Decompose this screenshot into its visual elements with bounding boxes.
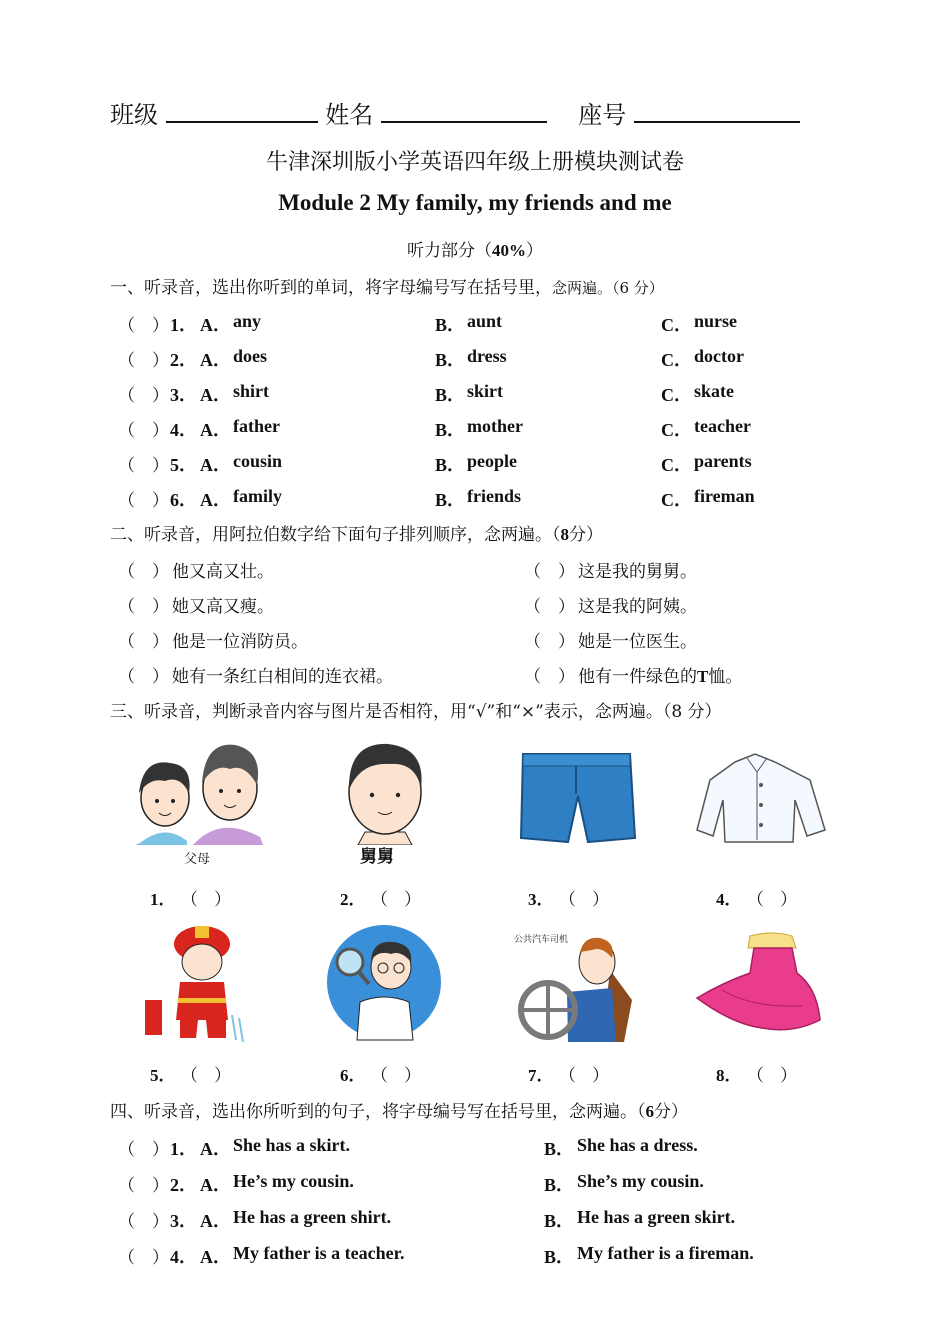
order-bracket[interactable]: （: [524, 667, 541, 687]
sentence-right: [578, 592, 697, 617]
order-bracket-close: ）: [152, 562, 169, 582]
sentence-left: 她有一条红白相间的连衣裙。: [172, 667, 393, 687]
listening-label: 听力部分（40%）: [407, 241, 543, 261]
option-b-letter: B．: [435, 455, 466, 475]
option-c-letter: C．: [661, 315, 692, 335]
sentence-b: My father is a fireman.: [577, 1243, 754, 1263]
caption-3: 3． （ ）: [528, 890, 610, 910]
sentence-left: 他是一位消防员。: [172, 632, 308, 652]
answer-bracket[interactable]: （: [118, 421, 135, 441]
answer-bracket[interactable]: （: [118, 351, 135, 371]
order-bracket[interactable]: （: [524, 562, 541, 582]
sentence-right: [578, 627, 697, 652]
item-number: 2．: [170, 350, 197, 370]
answer-bracket-close: ）: [152, 491, 169, 511]
option-a-letter: A．: [200, 490, 231, 510]
name-label: 姓名: [325, 101, 374, 129]
answer-bracket[interactable]: （: [118, 491, 135, 511]
order-bracket-close: ）: [152, 632, 169, 652]
shirt-picture: [695, 750, 830, 845]
seat-label: 座号: [578, 101, 627, 129]
name-blank[interactable]: [381, 99, 547, 123]
sentence-b: She’s my cousin.: [577, 1171, 704, 1191]
fireman-picture: [140, 920, 255, 1045]
caption-4: 4． （ ）: [716, 890, 798, 910]
order-bracket[interactable]: （: [118, 562, 135, 582]
option-b-letter: B．: [435, 490, 466, 510]
item-number: 1．: [170, 1139, 197, 1159]
answer-bracket[interactable]: （: [118, 1212, 135, 1232]
item-number: 6．: [170, 490, 197, 510]
answer-bracket-close: ）: [152, 1248, 169, 1268]
caption-6: 6． （ ）: [340, 1066, 422, 1086]
order-bracket[interactable]: （: [524, 632, 541, 652]
option-b: aunt: [467, 311, 503, 331]
order-bracket-close: ）: [558, 667, 575, 687]
class-label: 班级: [110, 101, 158, 129]
section1-title: 一、听录音，选出你听到的单词，将字母编号写在括号里，念两遍。（6 分）: [110, 278, 664, 298]
bus-driver-label: 公共汽车司机: [514, 935, 569, 945]
class-blank[interactable]: [166, 99, 318, 123]
option-c-letter: C．: [661, 455, 692, 475]
option-c: fireman: [694, 486, 755, 506]
order-bracket[interactable]: （: [118, 667, 135, 687]
answer-bracket[interactable]: （: [118, 316, 135, 336]
order-bracket[interactable]: （: [118, 597, 135, 617]
order-bracket-close: ）: [558, 632, 575, 652]
answer-bracket-close: ）: [152, 1212, 169, 1232]
dress-picture: [692, 928, 832, 1036]
sentence-a: My father is a teacher.: [233, 1243, 405, 1263]
option-c: skate: [694, 381, 734, 401]
answer-bracket[interactable]: （: [118, 1140, 135, 1160]
option-b-letter: B．: [544, 1175, 575, 1195]
sentence-right-text: 这是我的舅舅。: [578, 562, 697, 582]
option-a-letter: A．: [200, 350, 231, 370]
answer-bracket-close: ）: [152, 351, 169, 371]
option-a-letter: A．: [200, 1211, 231, 1231]
option-a: family: [233, 486, 282, 506]
order-bracket[interactable]: （: [524, 597, 541, 617]
item-number: 3．: [170, 385, 197, 405]
option-b: dress: [467, 346, 507, 366]
section2-title: 二、听录音，用阿拉伯数字给下面句子排列顺序，念两遍。（8分）: [110, 525, 603, 545]
uncle-picture: [340, 740, 430, 845]
title-en: Module 2 My family, my friends and me: [278, 190, 672, 215]
header-line: [110, 95, 800, 130]
order-bracket-close: ）: [558, 597, 575, 617]
uncle-label: 舅舅: [360, 847, 394, 867]
sentence-a: She has a skirt.: [233, 1135, 351, 1155]
option-b: mother: [467, 416, 523, 436]
option-c: teacher: [694, 416, 751, 436]
shorts-picture: [518, 748, 638, 846]
option-b-letter: B．: [544, 1139, 575, 1159]
answer-bracket[interactable]: （: [118, 386, 135, 406]
option-b-letter: B．: [435, 350, 466, 370]
option-a-letter: A．: [200, 1139, 231, 1159]
option-a: cousin: [233, 451, 283, 471]
option-c-letter: C．: [661, 350, 692, 370]
order-bracket-close: ）: [152, 597, 169, 617]
option-a-letter: A．: [200, 385, 231, 405]
sentence-right-text: 这是我的阿姨。: [578, 597, 697, 617]
parents-label: 父母: [184, 852, 211, 867]
item-number: 4．: [170, 420, 197, 440]
option-b-letter: B．: [435, 420, 466, 440]
answer-bracket-close: ）: [152, 1176, 169, 1196]
option-a: father: [233, 416, 280, 436]
option-c: nurse: [694, 311, 738, 331]
answer-bracket[interactable]: （: [118, 1248, 135, 1268]
answer-bracket-close: ）: [152, 421, 169, 441]
option-a-letter: A．: [200, 455, 231, 475]
section4-title: 四、听录音，选出你所听到的句子，将字母编号写在括号里，念两遍。（6分）: [110, 1102, 688, 1122]
option-a-letter: A．: [200, 420, 231, 440]
option-c: doctor: [694, 346, 744, 366]
option-b-letter: B．: [435, 315, 466, 335]
order-bracket-close: ）: [558, 562, 575, 582]
option-a-letter: A．: [200, 315, 231, 335]
caption-8: 8． （ ）: [716, 1066, 798, 1086]
option-c-letter: C．: [661, 420, 692, 440]
sentence-left: 他又高又壮。: [172, 562, 274, 582]
caption-1: 1． （ ）: [150, 890, 232, 910]
sentence-b: She has a dress.: [577, 1135, 698, 1155]
answer-bracket-close: ）: [152, 1140, 169, 1160]
sentence-a: He has a green shirt.: [233, 1207, 392, 1227]
answer-bracket-close: ）: [152, 456, 169, 476]
sentence-right: [578, 662, 742, 687]
sentence-right-text: 她是一位医生。: [578, 632, 697, 652]
t-letter: T: [697, 667, 709, 686]
item-number: 5．: [170, 455, 197, 475]
option-c: parents: [694, 451, 752, 471]
item-number: 3．: [170, 1211, 197, 1231]
option-b: friends: [467, 486, 521, 506]
option-c-letter: C．: [661, 490, 692, 510]
sentence-a: He’s my cousin.: [233, 1171, 354, 1191]
order-bracket-close: ）: [152, 667, 169, 687]
option-a: does: [233, 346, 268, 366]
answer-bracket[interactable]: （: [118, 1176, 135, 1196]
caption-2: 2． （ ）: [340, 890, 422, 910]
answer-bracket-close: ）: [152, 316, 169, 336]
option-b-letter: B．: [544, 1211, 575, 1231]
answer-bracket-close: ）: [152, 386, 169, 406]
item-number: 4．: [170, 1247, 197, 1267]
sentence-b: He has a green skirt.: [577, 1207, 736, 1227]
option-a: shirt: [233, 381, 269, 401]
sentence-right-tail: 恤。: [708, 667, 743, 687]
answer-bracket[interactable]: （: [118, 456, 135, 476]
option-b: skirt: [467, 381, 503, 401]
option-c-letter: C．: [661, 385, 692, 405]
title-cn: 牛津深圳版小学英语四年级上册模块测试卷: [265, 150, 684, 175]
caption-5: 5． （ ）: [150, 1066, 232, 1086]
sentence-right-text: 他有一件绿色的: [578, 667, 697, 687]
option-a: any: [233, 311, 262, 331]
option-b: people: [467, 451, 518, 471]
caption-7: 7． （ ）: [528, 1066, 610, 1086]
option-b-letter: B．: [435, 385, 466, 405]
option-b-letter: B．: [544, 1247, 575, 1267]
sentence-left: 她又高又瘦。: [172, 597, 274, 617]
item-number: 1．: [170, 315, 197, 335]
option-a-letter: A．: [200, 1247, 231, 1267]
item-number: 2．: [170, 1175, 197, 1195]
doctor-picture: [325, 922, 443, 1042]
option-a-letter: A．: [200, 1175, 231, 1195]
bus-driver-picture: [512, 930, 637, 1045]
order-bracket[interactable]: （: [118, 632, 135, 652]
section3-title: 三、听录音，判断录音内容与图片是否相符，用“√”和“×”表示，念两遍。（8 分）: [110, 702, 722, 722]
seat-blank[interactable]: [634, 99, 800, 123]
sentence-right: [578, 557, 697, 582]
